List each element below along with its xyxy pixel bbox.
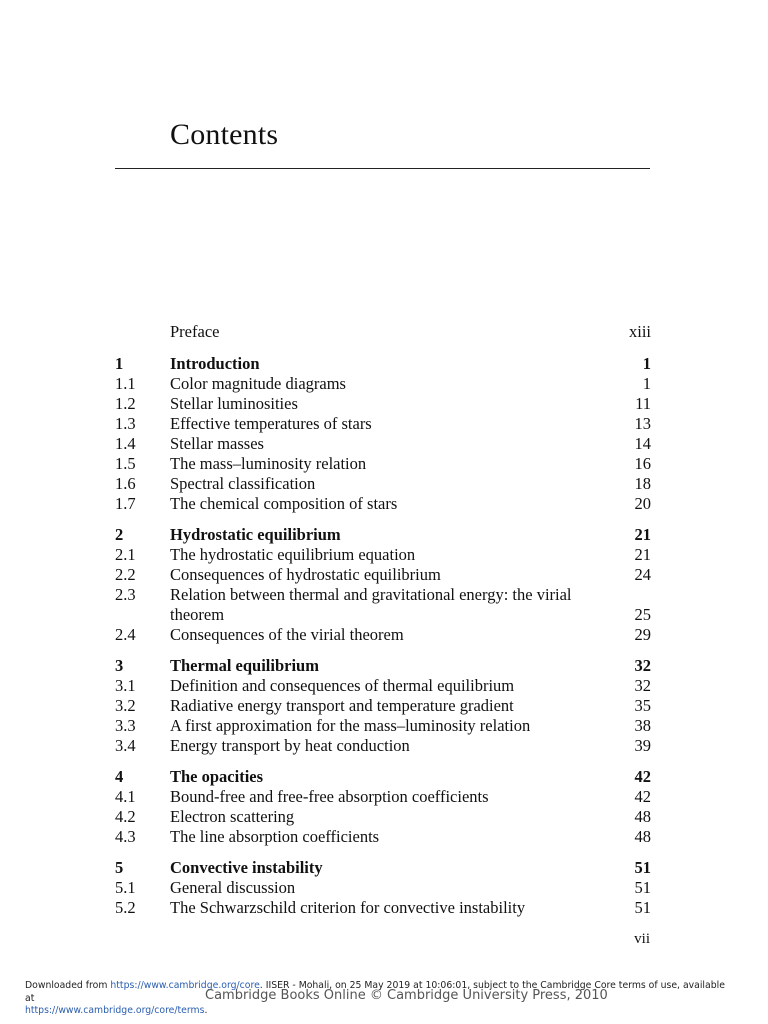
toc-entry-number: 1.3 (115, 414, 136, 434)
toc-section-row (115, 696, 651, 716)
toc-chapter-row (115, 525, 651, 545)
toc-section-row (115, 454, 651, 474)
toc-entry-number: 4.2 (115, 806, 136, 826)
toc-entry-page: 1 (642, 374, 651, 394)
toc-entry-title: The mass–luminosity relation (170, 453, 367, 473)
toc-entry-number: 4.3 (115, 826, 136, 846)
toc-entry-title: Electron scattering (170, 806, 295, 826)
toc-chapter-row (115, 767, 651, 787)
title-rule (115, 168, 650, 169)
toc-section-row (115, 545, 651, 565)
toc-entry-title: The chemical composition of stars (170, 493, 398, 513)
toc-entry-number: 3 (115, 656, 124, 676)
toc-entry-number: 1.7 (115, 493, 136, 513)
toc-entry-title: Consequences of hydrostatic equilibrium (170, 564, 441, 584)
toc-entry-title: Relation between thermal and gravitational energy: the virial theorem (170, 584, 572, 624)
download-notice-suffix: . (204, 1005, 208, 1016)
page-number: vii (634, 931, 650, 947)
toc-entry-page: 51 (634, 898, 651, 918)
toc-section-row (115, 625, 651, 645)
page-title: Contents (170, 118, 279, 151)
toc-entry-number: 1.2 (115, 394, 136, 414)
toc-entry-number: 1.1 (115, 374, 136, 394)
toc-entry-title: Definition and consequences of thermal equilibrium (170, 676, 515, 696)
toc-entry-page: 13 (634, 414, 651, 434)
toc-entry-title: Effective temperatures of stars (170, 414, 372, 434)
toc-entry-number: 1 (115, 354, 124, 374)
toc-entry-title: General discussion (170, 878, 296, 898)
toc-section-row (115, 394, 651, 414)
toc-entry-title: Preface (170, 322, 220, 341)
toc-entry-title: Consequences of the virial theorem (170, 624, 404, 644)
toc-entry-number: 2.3 (115, 584, 136, 604)
toc-entry-number: 2 (115, 525, 124, 545)
toc-section-row (115, 434, 651, 454)
toc-entry-page: 35 (634, 695, 651, 715)
toc-chapter-row (115, 354, 651, 374)
toc-entry-number: 2.4 (115, 624, 136, 644)
toc-entry-number: 3.2 (115, 695, 136, 715)
toc-section-row (115, 716, 651, 736)
toc-entry-number: 5 (115, 858, 124, 878)
toc-entry-title: A first approximation for the mass–luminosity relation (170, 715, 531, 735)
toc-entry-number: 4.1 (115, 787, 136, 807)
toc-entry-page: 24 (634, 564, 651, 584)
toc-entry-title: The Schwarzschild criterion for convective instability (170, 898, 526, 918)
toc-preface-row (115, 322, 651, 342)
toc-entry-page: 38 (634, 715, 651, 735)
toc-entry-page: 32 (634, 676, 651, 696)
toc-entry-page: 48 (634, 806, 651, 826)
toc-section-row (115, 676, 651, 696)
toc-section-row (115, 565, 651, 585)
toc-entry-page: 14 (634, 434, 651, 454)
cambridge-terms-link[interactable]: https://www.cambridge.org/core/terms (25, 1005, 205, 1016)
toc-entry-page: 25 (634, 604, 651, 624)
toc-entry-number: 5.1 (115, 878, 136, 898)
toc-entry-number: 3.3 (115, 715, 136, 735)
toc-section-row (115, 787, 651, 807)
toc-entry-title: Hydrostatic equilibrium (170, 525, 341, 545)
toc-entry-title: Color magnitude diagrams (170, 374, 346, 394)
toc-entry-title: Thermal equilibrium (170, 656, 319, 676)
toc-entry-page: 51 (634, 878, 651, 898)
toc-entry-number: 5.2 (115, 898, 136, 918)
toc-entry-number: 1.6 (115, 473, 136, 493)
toc-entry-page: 39 (634, 735, 651, 755)
toc-entry-number: 2.2 (115, 564, 136, 584)
toc-section-row (115, 494, 651, 514)
cambridge-core-link[interactable]: https://www.cambridge.org/core (110, 980, 260, 991)
toc-section-row (115, 374, 651, 394)
toc-entry-number: 1.4 (115, 434, 136, 454)
toc-entry-page: 16 (634, 453, 651, 473)
toc-entry-title: The line absorption coefficients (170, 826, 380, 846)
toc-entry-number: 4 (115, 767, 124, 787)
toc-entry-page: 42 (634, 767, 651, 787)
toc-section-row (115, 898, 651, 918)
toc-entry-title: The opacities (170, 767, 264, 787)
toc-section-row (115, 414, 651, 434)
toc-chapter-row (115, 858, 651, 878)
toc-entry-page: 21 (634, 545, 651, 565)
toc-section-row (115, 827, 651, 847)
toc-section-row (115, 736, 651, 756)
toc-entry-page: 51 (634, 858, 651, 878)
toc-entry-title: The hydrostatic equilibrium equation (170, 545, 416, 565)
toc-entry-number: 1.5 (115, 453, 136, 473)
toc-entry-page: xiii (628, 321, 651, 341)
toc-entry-page: 21 (634, 525, 651, 545)
toc-entry-title: Bound-free and free-free absorption coefficients (170, 787, 489, 807)
toc-section-row (115, 474, 651, 494)
toc-entry-page: 42 (634, 787, 651, 807)
toc-entry-page: 20 (634, 493, 651, 513)
download-notice-text: . IISER - Mohali, on 25 May 2019 at 10:06:01, subject to the Cambridge Core terms of use, available at (25, 980, 725, 1004)
toc-entry-title: Introduction (170, 354, 260, 374)
toc-entry-page: 1 (642, 354, 651, 374)
toc-entry-title: Energy transport by heat conduction (170, 735, 410, 755)
toc-entry-number: 3.1 (115, 676, 136, 696)
toc-entry-title: Convective instability (170, 858, 323, 878)
download-notice-prefix: Downloaded from (25, 980, 111, 991)
toc-chapter-row (115, 656, 651, 676)
toc-entry-number: 3.4 (115, 735, 136, 755)
toc-entry-page: 48 (634, 826, 651, 846)
toc-section-row (115, 878, 651, 898)
toc-entry-page: 29 (634, 624, 651, 644)
copyright-watermark: Cambridge Books Online © Cambridge University Press, 2010 (205, 988, 608, 1003)
toc-entry-title: Radiative energy transport and temperature gradient (170, 695, 514, 715)
toc-entry-title: Stellar luminosities (170, 394, 298, 414)
toc-entry-page: 32 (634, 656, 651, 676)
toc-entry-page: 18 (634, 473, 651, 493)
toc-section-row (115, 585, 651, 625)
toc-entry-title: Spectral classification (170, 473, 316, 493)
toc-entry-number: 2.1 (115, 545, 136, 565)
toc-section-row (115, 807, 651, 827)
toc-entry-title: Stellar masses (170, 434, 264, 454)
toc-entry-page: 11 (635, 394, 651, 414)
table-of-contents (115, 322, 651, 918)
